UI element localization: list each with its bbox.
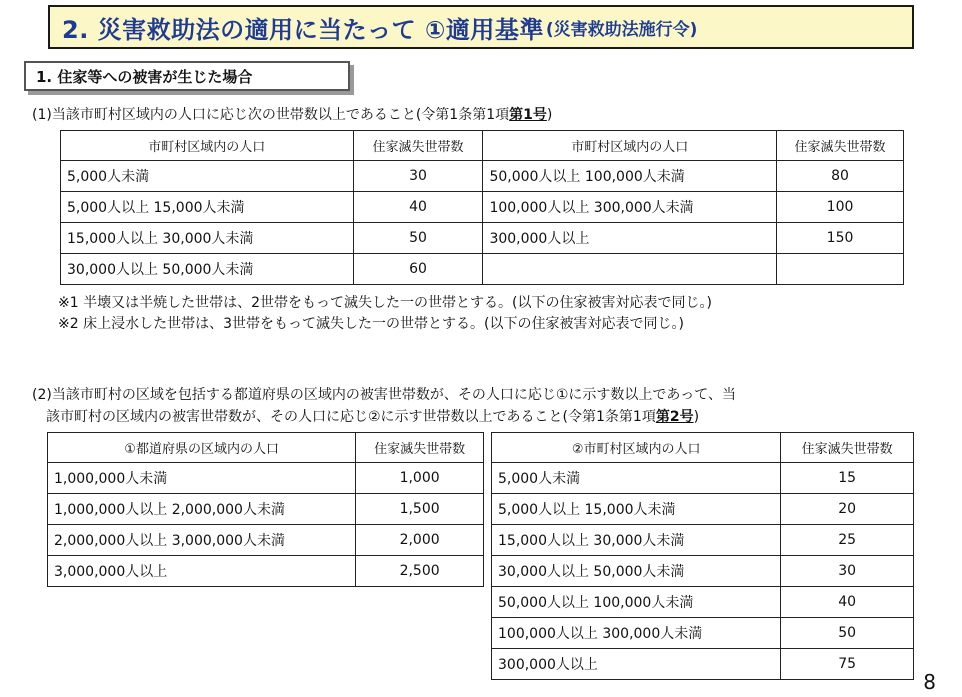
table-row	[61, 254, 904, 285]
table-cell: 30	[781, 556, 914, 587]
table-cell: 1,000,000人未満	[48, 463, 356, 494]
note-1: ※1 半壊又は半焼した世帯は、2世帯をもって滅失した一の世帯とする。(以下の住家被害対応表で同じ。)	[58, 295, 712, 311]
table-cell: 50,000人以上 100,000人未満	[483, 161, 777, 192]
table-cell: 300,000人以上	[483, 223, 777, 254]
table-row	[48, 556, 484, 587]
table-cell: 2,000,000人以上 3,000,000人未満	[48, 525, 356, 556]
table-cell: 5,000人未満	[61, 161, 354, 192]
item2-ref: 第2号	[655, 409, 694, 425]
section-heading: 1. 住家等への被害が生じた場合	[24, 61, 350, 91]
table-row	[492, 463, 914, 494]
item2-body: 該市町村の区域内の被害世帯数が、その人口に応じ②に示す世帯数以上であること(令第1条第1項	[46, 409, 656, 425]
table-cell: 100	[777, 192, 904, 223]
table-row	[48, 494, 484, 525]
table-cell: 150	[777, 223, 904, 254]
table-cell: 60	[353, 254, 483, 285]
column-header: 住家滅失世帯数	[356, 433, 484, 463]
table-municipal-population-2	[491, 432, 914, 680]
table-cell: 80	[777, 161, 904, 192]
table-cell: 30,000人以上 50,000人未満	[492, 556, 781, 587]
table-cell: 5,000人未満	[492, 463, 781, 494]
table-header-row	[48, 433, 484, 463]
table-cell: 40	[781, 587, 914, 618]
item2-line1: (2)当該市町村の区域を包括する都道府県の区域内の被害世帯数が、その人口に応じ①に示す数以上であって、当	[32, 387, 736, 403]
table-cell: 50	[353, 223, 483, 254]
table-cell: 15	[781, 463, 914, 494]
table-cell: 40	[353, 192, 483, 223]
table-row	[61, 192, 904, 223]
table-cell: 25	[781, 525, 914, 556]
item1-close: )	[546, 107, 553, 123]
table-header-row	[61, 131, 904, 161]
item1-ref: 第1号	[509, 107, 547, 123]
table-cell: 2,000	[356, 525, 484, 556]
table-row	[48, 463, 484, 494]
page-number: 8	[923, 670, 936, 694]
note-2: ※2 床上浸水した世帯は、3世帯をもって滅失した一の世帯とする。(以下の住家被害対応表で同じ。)	[58, 316, 684, 332]
column-header: ①都道府県の区域内の人口	[48, 433, 356, 463]
item1-body: (1)当該市町村区域内の人口に応じ次の世帯数以上であること(令第1条第1項	[32, 107, 510, 123]
table-header-row	[492, 433, 914, 463]
page-title	[48, 5, 914, 49]
table-cell: 1,000,000人以上 2,000,000人未満	[48, 494, 356, 525]
table-cell: 1,000	[356, 463, 484, 494]
table-cell: 50	[781, 618, 914, 649]
column-header: 市町村区域内の人口	[61, 131, 354, 161]
title-main: 2. 災害救助法の適用に当たって ①適用基準	[62, 15, 544, 44]
table-cell: 30,000人以上 50,000人未満	[61, 254, 354, 285]
table-cell: 15,000人以上 30,000人未満	[61, 223, 354, 254]
table-row	[492, 525, 914, 556]
table-cell: 5,000人以上 15,000人未満	[61, 192, 354, 223]
table-cell: 300,000人以上	[492, 649, 781, 680]
table-row	[492, 556, 914, 587]
table-row	[48, 525, 484, 556]
table-cell: 20	[781, 494, 914, 525]
table-row	[492, 587, 914, 618]
title-sub: (災害救助法施行令)	[545, 19, 698, 40]
column-header: ②市町村区域内の人口	[492, 433, 781, 463]
table-cell: 15,000人以上 30,000人未満	[492, 525, 781, 556]
column-header: 市町村区域内の人口	[483, 131, 777, 161]
table-cell	[483, 254, 777, 285]
table-cell	[777, 254, 904, 285]
column-header: 住家滅失世帯数	[353, 131, 483, 161]
table-municipal-population	[60, 130, 904, 285]
table-row	[492, 618, 914, 649]
table-cell: 2,500	[356, 556, 484, 587]
table-cell: 100,000人以上 300,000人未満	[483, 192, 777, 223]
table-cell: 50,000人以上 100,000人未満	[492, 587, 781, 618]
table-row	[61, 161, 904, 192]
item1-text	[32, 104, 552, 124]
item2-close: )	[693, 409, 700, 425]
column-header: 住家滅失世帯数	[777, 131, 904, 161]
table-cell: 5,000人以上 15,000人未満	[492, 494, 781, 525]
table-cell: 3,000,000人以上	[48, 556, 356, 587]
table-cell: 100,000人以上 300,000人未満	[492, 618, 781, 649]
table-prefecture-population	[47, 432, 484, 587]
column-header: 住家滅失世帯数	[781, 433, 914, 463]
table-cell: 30	[353, 161, 483, 192]
table-row	[61, 223, 904, 254]
table-cell: 1,500	[356, 494, 484, 525]
item2-line2	[46, 406, 699, 426]
table-row	[492, 649, 914, 680]
table-cell: 75	[781, 649, 914, 680]
table-row	[492, 494, 914, 525]
